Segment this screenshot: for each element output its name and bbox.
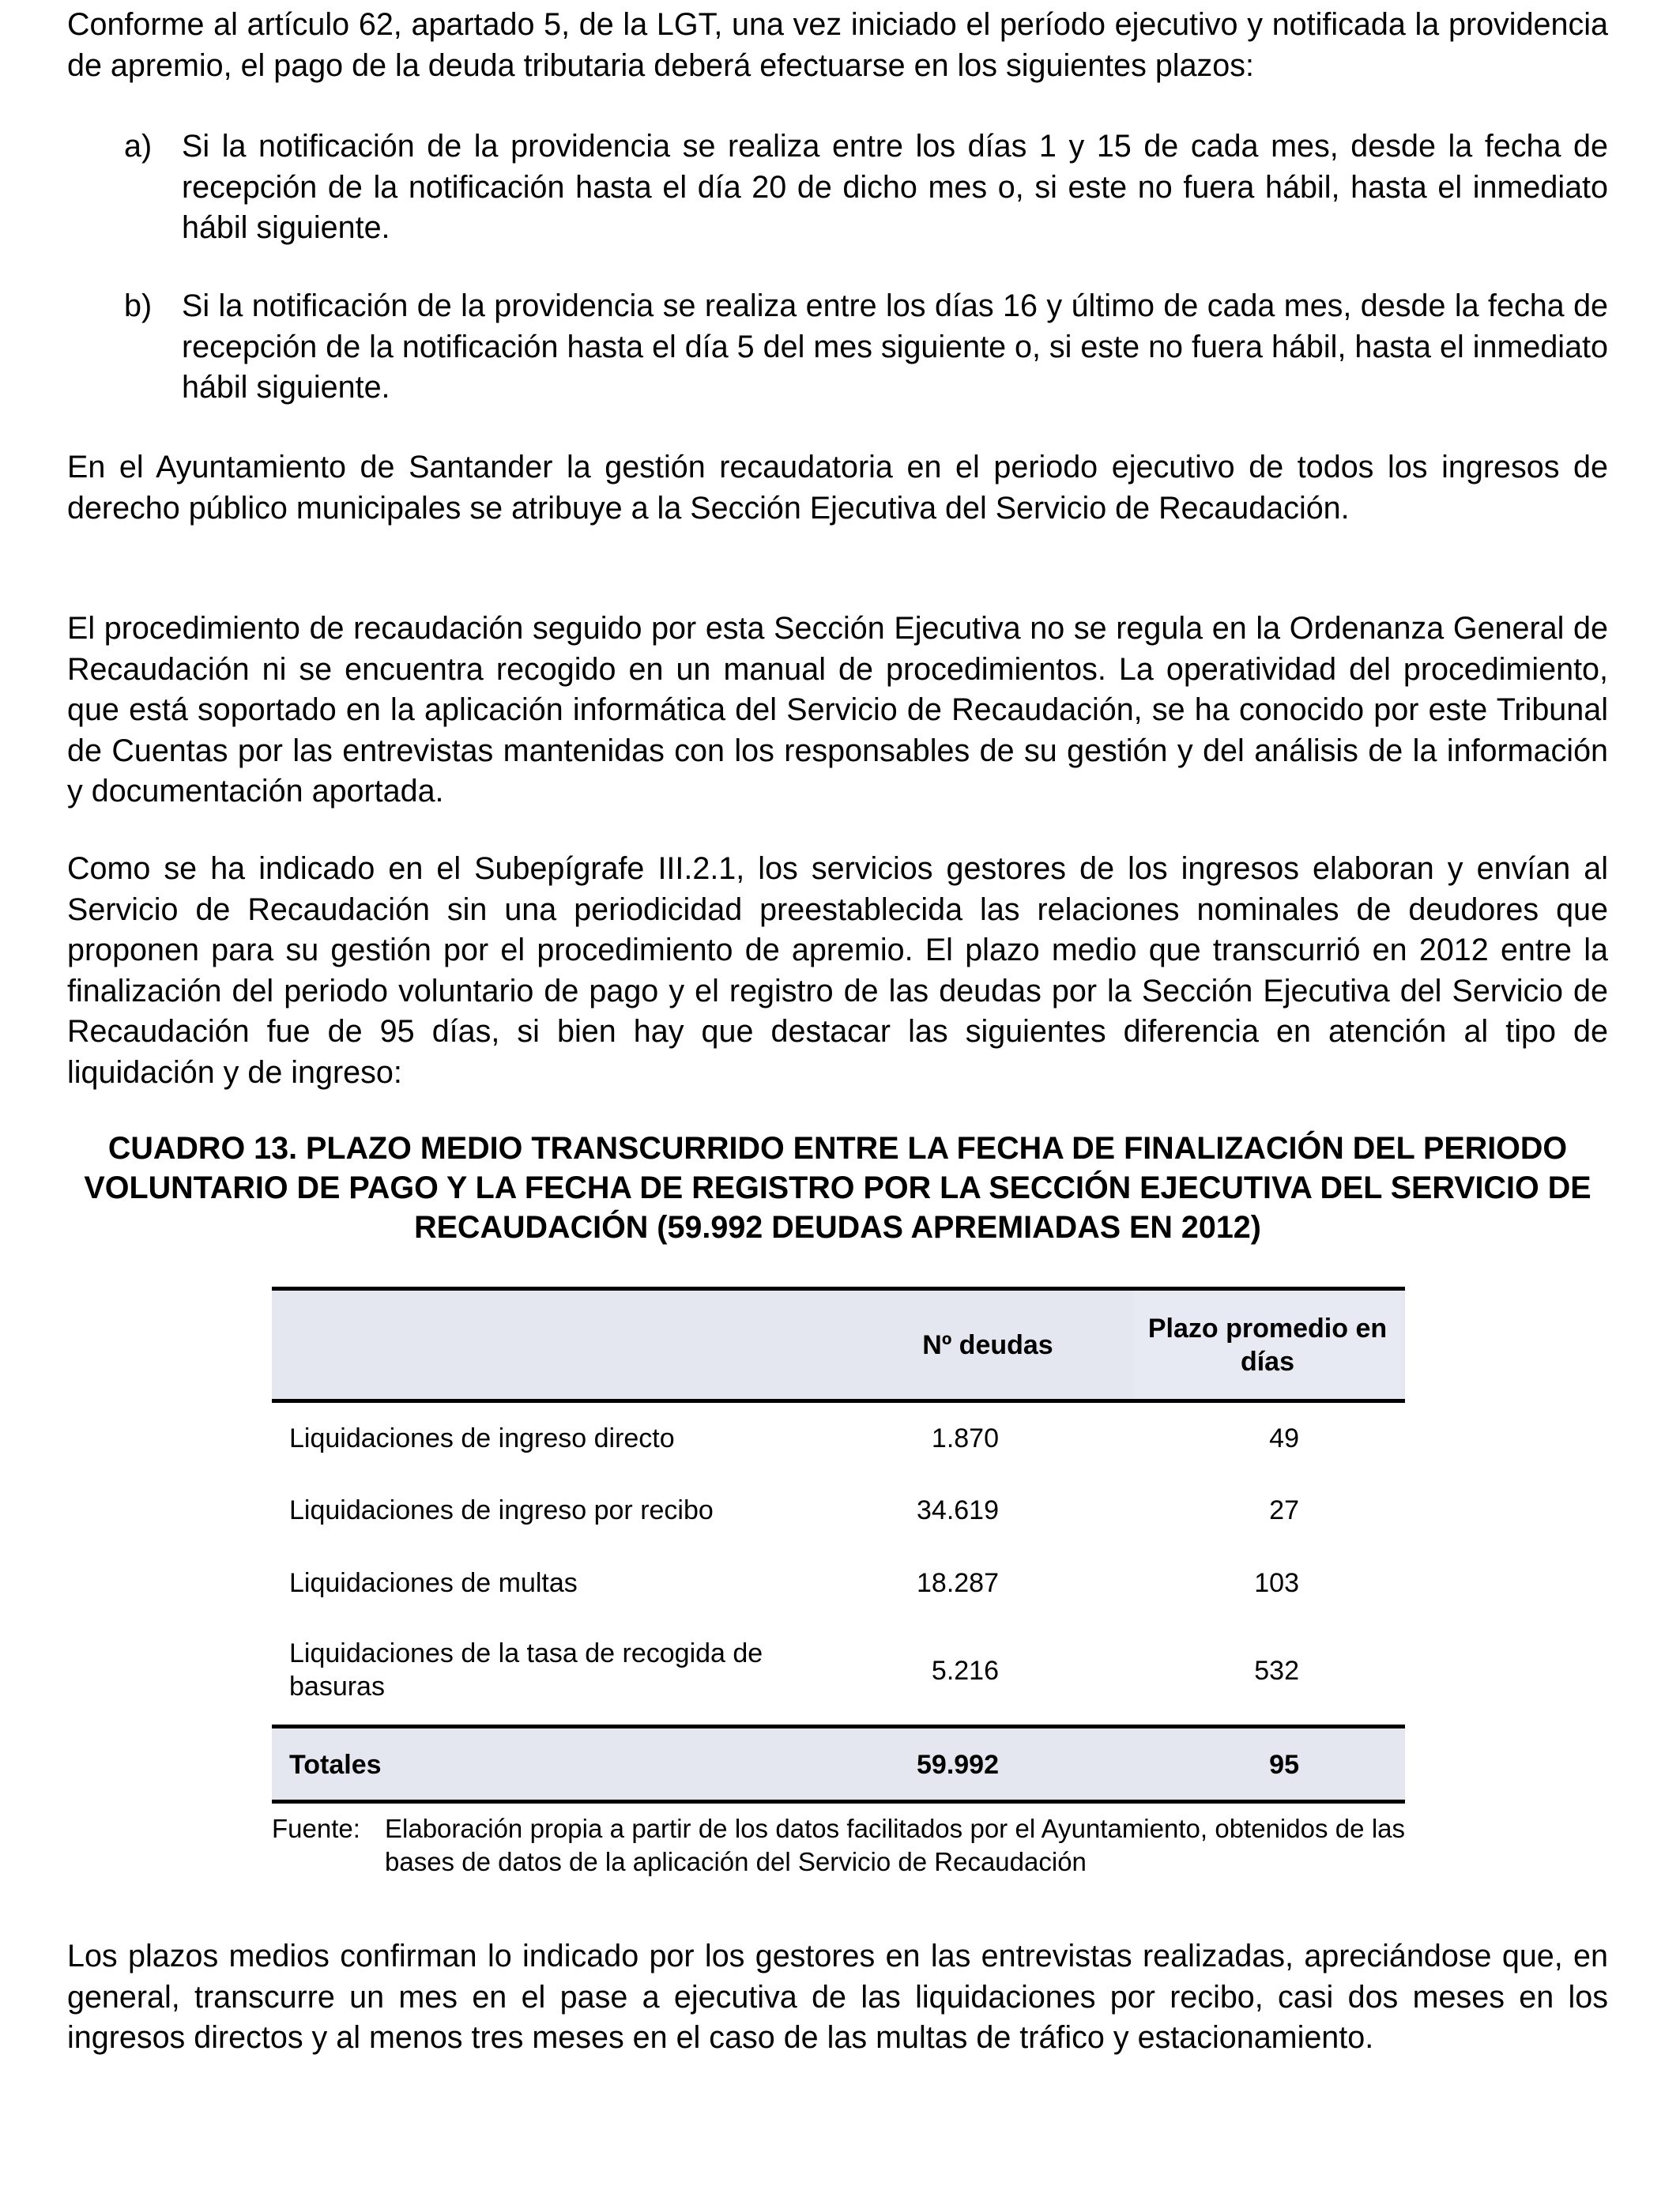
row-label: Liquidaciones de ingreso directo — [289, 1423, 675, 1453]
source-label: Fuente: — [272, 1814, 360, 1843]
list-item-a — [67, 126, 1608, 249]
total-label: Totales — [289, 1750, 382, 1780]
paragraph-intro: Conforme al artículo 62, apartado 5, de la LGT, una vez iniciado el período ejecutivo y notificada la providencia de apremio, el pago de la deuda tributaria deberá efectuarse en los siguientes plazos: — [67, 7, 1608, 83]
row-plazo: 103 — [1254, 1568, 1299, 1598]
list-marker-a: a) — [124, 129, 153, 164]
paragraph-procedimiento: El procedimiento de recaudación seguido por esta Sección Ejecutiva no se regula en la Ordenanza General de Recaudación ni se encuentra recogido en un manual de procedimientos. La operatividad del procedimiento, que está soportado en la aplicación informática del Servicio de Recaudación, se ha conocido por este Tribunal de Cuentas por las entrevistas mantenidas con los responsables de su gestión y del análisis de la información y documentación aportada. — [67, 611, 1608, 809]
row-plazo: 532 — [1254, 1656, 1299, 1686]
total-deudas: 59.992 — [917, 1750, 999, 1780]
table-caption: CUADRO 13. PLAZO MEDIO TRANSCURRIDO ENTRE LA FECHA DE FINALIZACIÓN DEL PERIODO VOLUNTARIO DE PAGO Y LA FECHA DE REGISTRO POR LA SECCIÓN EJECUTIVA DEL SERVICIO DE RECAUDACIÓN (59.992 DEUDAS APREMIADAS EN 2012) — [84, 1131, 1591, 1245]
row-label: Liquidaciones de multas — [289, 1568, 578, 1598]
source-text: Elaboración propia a partir de los datos facilitados por el Ayuntamiento, obtenidos de las bases de datos de la aplicación del Servicio de Recaudación — [385, 1814, 1405, 1876]
list-marker-b: b) — [124, 288, 153, 323]
header-num-deudas: Nº deudas — [922, 1329, 1053, 1360]
row-label: Liquidaciones de la tasa de recogida de basuras — [289, 1638, 763, 1702]
list-item-b — [67, 286, 1608, 409]
row-deudas: 18.287 — [917, 1568, 999, 1598]
paragraph-ayuntamiento: En el Ayuntamiento de Santander la gestión recaudatoria en el periodo ejecutivo de todos los ingresos de derecho público municipales se atribuye a la Sección Ejecutiva del Servicio de Recaudación. — [67, 450, 1608, 526]
table-total-row — [272, 1725, 1405, 1804]
row-plazo: 27 — [1269, 1495, 1299, 1525]
header-plazo-promedio: Plazo promedio en días — [1133, 1291, 1402, 1399]
row-plazo: 49 — [1269, 1423, 1299, 1453]
list-text-a: Si la notificación de la providencia se realiza entre los días 1 y 15 de cada mes, desde la fecha de recepción de la notificación hasta el día 20 de dicho mes o, si este no fuera hábil, hasta el inmediato hábil siguiente. — [182, 129, 1608, 245]
table-header — [272, 1287, 1405, 1403]
row-label: Liquidaciones de ingreso por recibo — [289, 1495, 714, 1525]
row-deudas: 5.216 — [931, 1656, 999, 1686]
list-text-b: Si la notificación de la providencia se realiza entre los días 16 y último de cada mes, desde la fecha de recepción de la notificación hasta el día 5 del mes siguiente o, si este no fuera hábil, hasta el inmediato hábil siguiente. — [182, 288, 1608, 405]
data-table — [272, 1287, 1405, 1780]
paragraph-conclusion: Los plazos medios confirman lo indicado por los gestores en las entrevistas realizadas, apreciándose que, en general, transcurre un mes en el pase a ejecutiva de las liquidaciones por recibo, casi dos meses en los ingresos directos y al menos tres meses en el caso de las multas de tráfico y estacionamiento. — [67, 1939, 1608, 2055]
row-deudas: 34.619 — [917, 1495, 999, 1525]
row-deudas: 1.870 — [931, 1423, 999, 1453]
total-plazo: 95 — [1269, 1750, 1299, 1780]
paragraph-plazo: Como se ha indicado en el Subepígrafe III.2.1, los servicios gestores de los ingresos elaboran y envían al Servicio de Recaudación sin una periodicidad preestablecida las relaciones nominales de deudores que proponen para su gestión por el procedimiento de apremio. El plazo medio que transcurrió en 2012 entre la finalización del periodo voluntario de pago y el registro de las deudas por la Sección Ejecutiva del Servicio de Recaudación fue de 95 días, si bien hay que destacar las siguientes diferencia en atención al tipo de liquidación y de ingreso: — [67, 851, 1608, 1090]
table-source — [272, 1812, 1405, 1879]
